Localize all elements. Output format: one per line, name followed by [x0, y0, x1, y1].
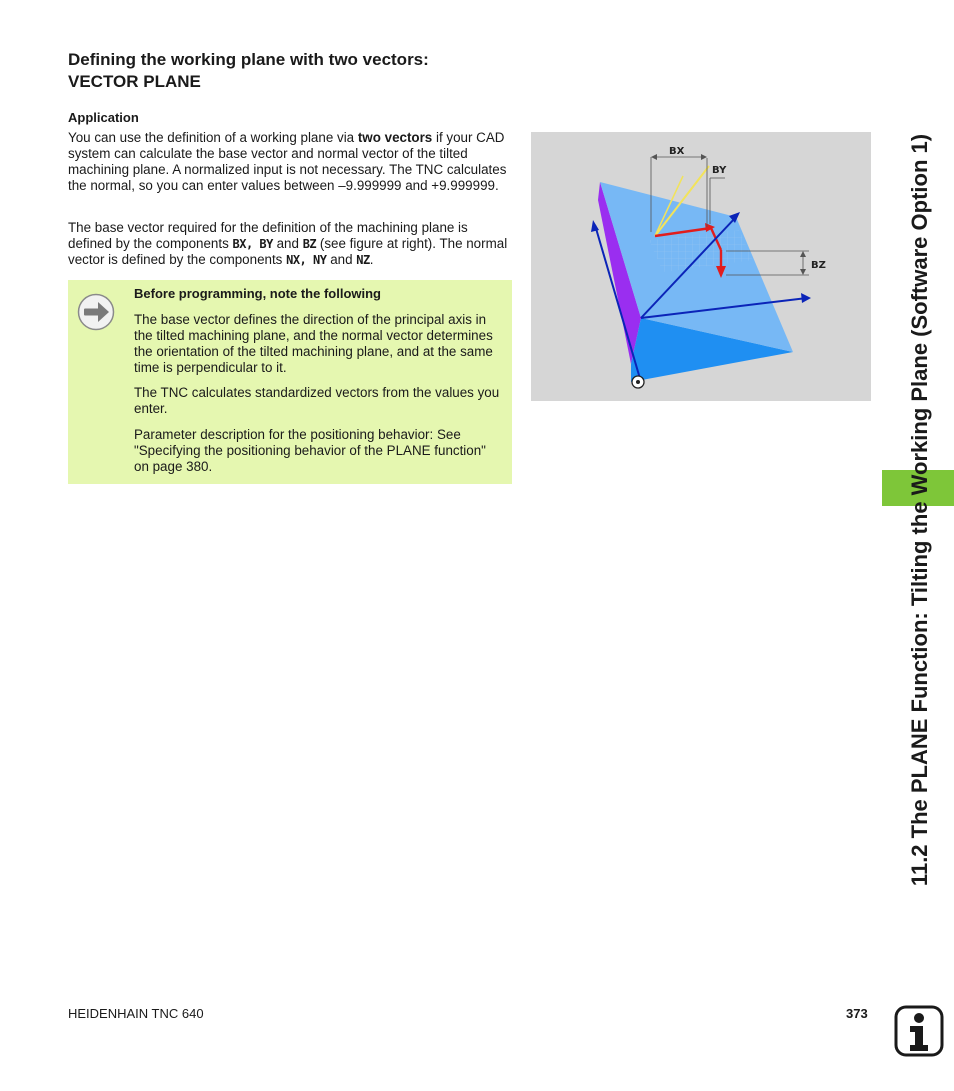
dim-bx-arrow-right	[701, 154, 707, 160]
para1-text1: You can use the definition of a working plane via	[68, 130, 358, 145]
label-by: BY	[712, 165, 727, 176]
vector-plane-figure	[531, 132, 871, 401]
dim-bz-arrow-top	[800, 251, 806, 257]
para2-text1: The base vector required for the definition of the machining plane is defined by the components	[68, 220, 468, 251]
axis-z-arrow	[591, 220, 599, 232]
section-title-line1: Defining the working plane with two vectors:	[68, 50, 429, 69]
note-paragraph-2: The TNC calculates standardized vectors from the values you enter.	[134, 385, 500, 416]
paragraph-components	[68, 220, 514, 268]
rotation-symbol-icon	[632, 376, 644, 388]
info-icon	[894, 1005, 944, 1057]
para2-text4: and	[326, 252, 357, 267]
para2-text5: .	[369, 252, 374, 267]
section-title-line2: VECTOR PLANE	[68, 72, 201, 91]
axis-x-arrow	[801, 293, 811, 303]
arrow-right-icon	[77, 293, 115, 331]
code-nz: NZ	[356, 253, 370, 267]
code-bz: BZ	[302, 237, 317, 251]
note-heading: Before programming, note the following	[134, 286, 381, 301]
para1-text2: if your CAD system can calculate the base vector and normal vector of the tilted machining plane. A normalized input is not necessary. The TNC calculates the normal, so you can enter values between –9.999999 and +9.999999.	[68, 130, 507, 193]
note-box	[68, 280, 512, 484]
section-title	[68, 49, 528, 93]
dim-bx-arrow-left	[651, 154, 657, 160]
para2-text2: and	[272, 236, 303, 251]
para2-text3: (see figure at right). The normal vector is defined by the components	[68, 236, 508, 267]
para1-bold: two vectors	[357, 130, 433, 145]
label-bz: BZ	[811, 260, 826, 271]
note-paragraph-1: The base vector defines the direction of the principal axis in the tilted machining plane, and the normal vector determines the orientation of the tilted machining plane, and at the same time is perpendicular to it.	[134, 312, 493, 375]
code-nx-ny: NX, NY	[286, 253, 327, 267]
paragraph-application	[68, 130, 514, 194]
page-number: 373	[846, 1006, 868, 1021]
subheading-application: Application	[68, 110, 139, 125]
dim-bz-arrow-bottom	[800, 269, 806, 275]
vector-plane-illustration	[531, 132, 871, 401]
label-bx: BX	[669, 146, 685, 157]
footer-manual-title: HEIDENHAIN TNC 640	[68, 1006, 204, 1021]
code-bx-by: BX, BY	[232, 237, 273, 251]
chapter-title: 11.2 The PLANE Function: Tilting the Working Plane (Software Option 1)	[907, 133, 932, 887]
note-paragraph-3: Parameter description for the positioning behavior: See "Specifying the positioning behavior of the PLANE function" on page 380.	[134, 427, 486, 474]
